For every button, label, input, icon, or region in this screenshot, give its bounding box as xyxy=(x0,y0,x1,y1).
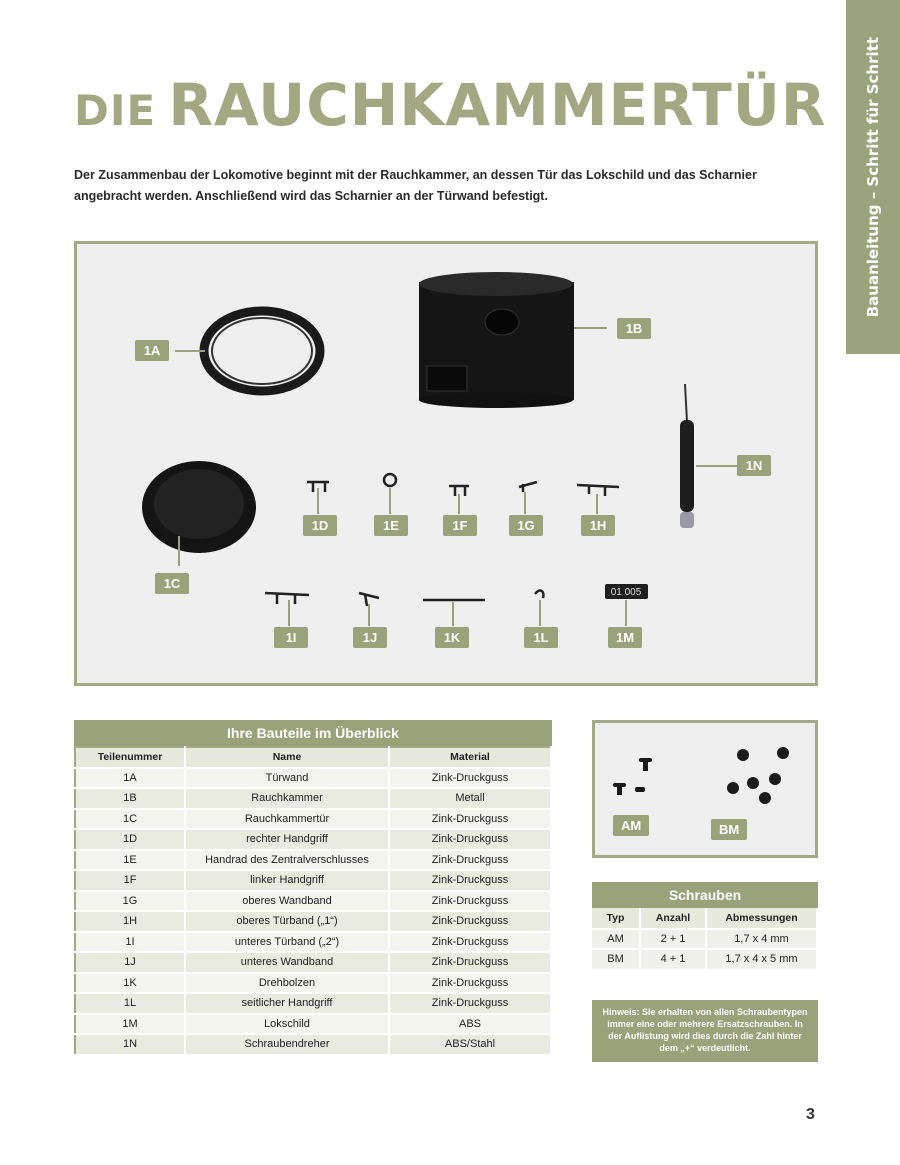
parts-table-cell-number: 1J xyxy=(75,952,185,973)
label-1i: 1I xyxy=(274,627,308,648)
parts-table-row xyxy=(75,1034,551,1055)
parts-table-cell-name: unteres Wandband xyxy=(185,952,389,973)
label-1a: 1A xyxy=(135,340,169,361)
intro-paragraph: Der Zusammenbau der Lokomotive beginnt mit der Rauchkammer, an dessen Tür das Lokschild und das Scharnier angebracht werden. Anschließend wird das Scharnier an der Türwand befestigt. xyxy=(74,168,757,203)
label-1b: 1B xyxy=(617,318,651,339)
label-1c: 1C xyxy=(155,573,189,594)
parts-table-caption: Ihre Bauteile im Überblick xyxy=(74,720,552,746)
part-1c-smokebox-door xyxy=(142,461,256,553)
parts-table-cell-name: Handrad des Zentralverschlusses xyxy=(185,850,389,871)
parts-table-cell-number: 1C xyxy=(75,809,185,830)
parts-table-cell-name: Rauchkammertür xyxy=(185,809,389,830)
parts-table-row xyxy=(75,850,551,871)
screws-col-type: Typ xyxy=(592,908,640,929)
parts-table-cell-material: ABS/Stahl xyxy=(389,1034,551,1055)
screws-photo xyxy=(592,720,818,858)
parts-table-row xyxy=(75,768,551,789)
parts-table-cell-name: Türwand xyxy=(185,768,389,789)
parts-col-material: Material xyxy=(389,747,551,768)
parts-table-header-row xyxy=(75,747,551,768)
parts-table-row xyxy=(75,829,551,850)
label-1h: 1H xyxy=(581,515,615,536)
parts-table-row xyxy=(75,932,551,953)
spare-screws-hint: Hinweis: Sie erhalten von allen Schraubentypen immer eine oder mehrere Ersatzschrauben. In der Auflistung wird dies durch die Zahl hinter dem „+“ verdeutlicht. xyxy=(592,1000,818,1062)
parts-table-cell-material: Zink-Druckguss xyxy=(389,768,551,789)
parts-table-cell-material: Zink-Druckguss xyxy=(389,993,551,1014)
screws-table xyxy=(592,882,818,971)
screws-table-cell-dimensions: 1,7 x 4 x 5 mm xyxy=(706,949,817,970)
small-parts-row-1 xyxy=(307,474,619,496)
parts-table-cell-material: Zink-Druckguss xyxy=(389,809,551,830)
screws-table-caption: Schrauben xyxy=(592,882,818,908)
label-1k: 1K xyxy=(435,627,469,648)
parts-table-cell-name: linker Handgriff xyxy=(185,870,389,891)
parts-table-row xyxy=(75,911,551,932)
parts-table-cell-name: Lokschild xyxy=(185,1014,389,1035)
label-1g: 1G xyxy=(509,515,543,536)
parts-col-name: Name xyxy=(185,747,389,768)
screws-table-cell-count: 4 + 1 xyxy=(640,949,706,970)
parts-table-cell-number: 1L xyxy=(75,993,185,1014)
parts-table-cell-name: Drehbolzen xyxy=(185,973,389,994)
parts-table-cell-material: Zink-Druckguss xyxy=(389,870,551,891)
nameplate-text: 01 005 xyxy=(610,587,642,598)
parts-table-cell-number: 1E xyxy=(75,850,185,871)
section-side-tab xyxy=(846,0,900,354)
parts-table-row xyxy=(75,891,551,912)
label-bm: BM xyxy=(711,819,747,840)
parts-col-number: Teilenummer xyxy=(75,747,185,768)
parts-overview-table xyxy=(74,720,552,1056)
page-title-prefix: DIE xyxy=(74,86,157,135)
parts-table-row xyxy=(75,788,551,809)
parts-table-cell-number: 1I xyxy=(75,932,185,953)
screws-table-cell-count: 2 + 1 xyxy=(640,929,706,950)
part-1n-screwdriver xyxy=(680,384,694,528)
parts-table-cell-material: Zink-Druckguss xyxy=(389,952,551,973)
screws-col-count: Anzahl xyxy=(640,908,706,929)
label-1e: 1E xyxy=(374,515,408,536)
parts-table-row xyxy=(75,952,551,973)
parts-table-cell-name: Schraubendreher xyxy=(185,1034,389,1055)
parts-table-cell-name: Rauchkammer xyxy=(185,788,389,809)
label-1n: 1N xyxy=(737,455,771,476)
parts-table-cell-number: 1B xyxy=(75,788,185,809)
parts-table-cell-number: 1N xyxy=(75,1034,185,1055)
parts-table-cell-material: Zink-Druckguss xyxy=(389,829,551,850)
label-1j: 1J xyxy=(353,627,387,648)
label-am: AM xyxy=(613,815,649,836)
parts-table-cell-name: oberes Wandband xyxy=(185,891,389,912)
parts-table-cell-number: 1H xyxy=(75,911,185,932)
parts-table-row xyxy=(75,973,551,994)
parts-table-cell-number: 1F xyxy=(75,870,185,891)
parts-table-cell-name: unteres Türband („2“) xyxy=(185,932,389,953)
part-1m-nameplate xyxy=(605,584,648,599)
parts-table-cell-material: Zink-Druckguss xyxy=(389,891,551,912)
screws-table-cell-type: AM xyxy=(592,929,640,950)
parts-table-cell-name: seitlicher Handgriff xyxy=(185,993,389,1014)
parts-table-cell-name: rechter Handgriff xyxy=(185,829,389,850)
part-1a-door-wall xyxy=(204,311,320,391)
screws-table-row xyxy=(592,929,817,950)
parts-table-cell-number: 1K xyxy=(75,973,185,994)
screws-table-cell-dimensions: 1,7 x 4 mm xyxy=(706,929,817,950)
parts-table-cell-material: Zink-Druckguss xyxy=(389,911,551,932)
label-1f: 1F xyxy=(443,515,477,536)
section-side-tab-label: Bauanleitung – Schritt für Schritt xyxy=(864,36,882,318)
page-number: 3 xyxy=(806,1106,815,1123)
parts-table-cell-number: 1A xyxy=(75,768,185,789)
parts-table-cell-number: 1G xyxy=(75,891,185,912)
parts-table-row xyxy=(75,809,551,830)
parts-photo-illustration xyxy=(77,244,815,683)
parts-photo xyxy=(74,241,818,686)
parts-table-cell-name: oberes Türband („1“) xyxy=(185,911,389,932)
screws-table-cell-type: BM xyxy=(592,949,640,970)
label-1d: 1D xyxy=(303,515,337,536)
small-parts-row-2 xyxy=(265,591,543,606)
parts-table-cell-number: 1M xyxy=(75,1014,185,1035)
parts-table-row xyxy=(75,1014,551,1035)
part-1b-smokebox xyxy=(419,272,574,408)
label-1m: 1M xyxy=(608,627,642,648)
parts-table-cell-material: Zink-Druckguss xyxy=(389,973,551,994)
page-title-main: RAUCHKAMMERTÜR xyxy=(168,71,827,139)
screws-bm-group xyxy=(727,747,789,804)
screws-am-group xyxy=(613,758,652,795)
parts-table-row xyxy=(75,870,551,891)
screws-table-header-row xyxy=(592,908,817,929)
parts-table-cell-material: ABS xyxy=(389,1014,551,1035)
page-title xyxy=(74,71,827,139)
parts-table-cell-material: Zink-Druckguss xyxy=(389,932,551,953)
parts-table-cell-number: 1D xyxy=(75,829,185,850)
screws-table-row xyxy=(592,949,817,970)
screws-col-dimensions: Abmessungen xyxy=(706,908,817,929)
label-1l: 1L xyxy=(524,627,558,648)
parts-table-cell-material: Metall xyxy=(389,788,551,809)
parts-table-cell-material: Zink-Druckguss xyxy=(389,850,551,871)
parts-table-row xyxy=(75,993,551,1014)
